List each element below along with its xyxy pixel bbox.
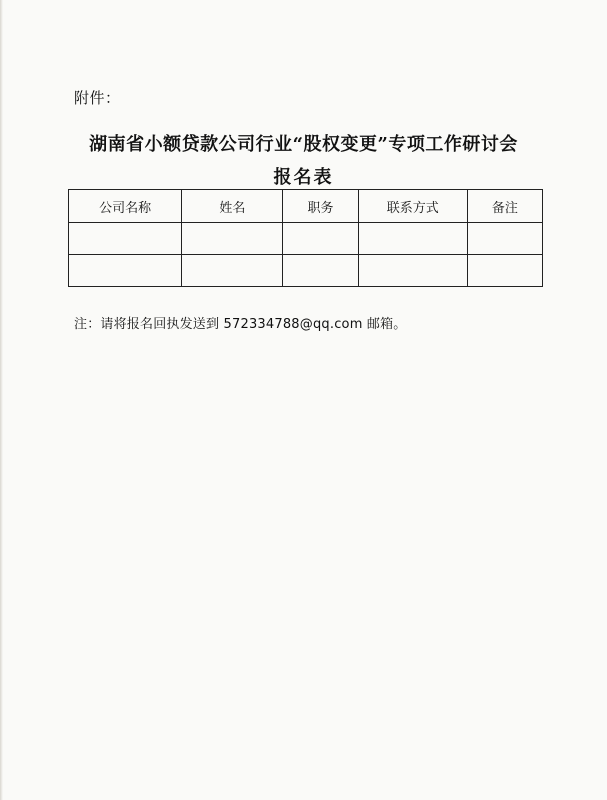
table-cell bbox=[358, 255, 467, 287]
header-name: 姓名 bbox=[182, 190, 283, 223]
page-edge bbox=[0, 0, 3, 800]
table-cell bbox=[182, 223, 283, 255]
table-row bbox=[69, 223, 543, 255]
table-cell bbox=[69, 255, 182, 287]
table-cell bbox=[467, 223, 542, 255]
table-cell bbox=[283, 255, 358, 287]
table-cell bbox=[467, 255, 542, 287]
table-cell bbox=[283, 223, 358, 255]
header-contact: 联系方式 bbox=[358, 190, 467, 223]
table-cell bbox=[69, 223, 182, 255]
header-company-name: 公司名称 bbox=[69, 190, 182, 223]
submission-note: 注：请将报名回执发送到 572334788@qq.com 邮箱。 bbox=[74, 317, 407, 332]
header-position: 职务 bbox=[283, 190, 358, 223]
registration-table bbox=[68, 189, 543, 287]
table-row bbox=[69, 255, 543, 287]
document-title: 湖南省小额贷款公司行业“股权变更”专项工作研讨会 bbox=[89, 134, 518, 155]
table-header-row bbox=[69, 190, 543, 223]
document-subtitle: 报名表 bbox=[273, 167, 334, 188]
attachment-label: 附件： bbox=[74, 89, 121, 107]
header-remarks: 备注 bbox=[467, 190, 542, 223]
table-cell bbox=[358, 223, 467, 255]
table-cell bbox=[182, 255, 283, 287]
